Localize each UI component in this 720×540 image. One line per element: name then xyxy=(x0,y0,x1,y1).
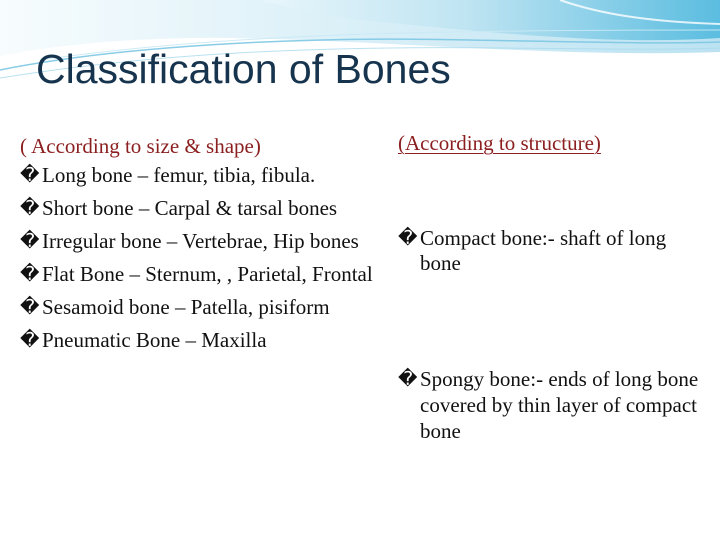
list-item-flat-bone xyxy=(20,262,380,287)
list-item-text: Flat Bone – Sternum, , Parietal, Frontal xyxy=(42,262,373,286)
list-item-text: Spongy bone:- ends of long bone covered by thin layer of compact bone xyxy=(420,367,699,443)
list-item-spongy-bone xyxy=(398,366,708,444)
right-column-structure xyxy=(398,130,708,444)
list-item-sesamoid-bone xyxy=(20,295,380,320)
bullet-glyph-icon: � xyxy=(20,329,40,351)
list-item-irregular-bone xyxy=(20,229,380,254)
list-item-text: Pneumatic Bone – Maxilla xyxy=(42,328,267,352)
list-item-text: Sesamoid bone – Patella, pisiform xyxy=(42,295,330,319)
bullet-glyph-icon: � xyxy=(20,296,40,318)
bullet-glyph-icon: � xyxy=(398,227,418,249)
left-column-size-shape xyxy=(20,130,380,361)
structure-list xyxy=(398,226,708,444)
list-item-text: Compact bone:- shaft of long bone xyxy=(420,226,667,275)
size-shape-list xyxy=(20,163,380,353)
right-column-heading: (According to structure) xyxy=(398,131,601,155)
list-item-pneumatic-bone xyxy=(20,328,380,353)
list-item-text: Irregular bone – Vertebrae, Hip bones xyxy=(42,229,359,253)
bullet-glyph-icon: � xyxy=(398,368,418,390)
slide-title: Classification of Bones xyxy=(36,46,451,92)
bullet-glyph-icon: � xyxy=(20,197,40,219)
bullet-glyph-icon: � xyxy=(20,230,40,252)
bullet-glyph-icon: � xyxy=(20,263,40,285)
list-item-text: Long bone – femur, tibia, fibula. xyxy=(42,163,316,187)
list-item-long-bone xyxy=(20,163,380,188)
list-item-short-bone xyxy=(20,196,380,221)
bullet-glyph-icon: � xyxy=(20,164,40,186)
left-column-heading: ( According to size & shape) xyxy=(20,134,261,158)
list-item-text: Short bone – Carpal & tarsal bones xyxy=(42,196,338,220)
list-item-compact-bone xyxy=(398,226,708,276)
